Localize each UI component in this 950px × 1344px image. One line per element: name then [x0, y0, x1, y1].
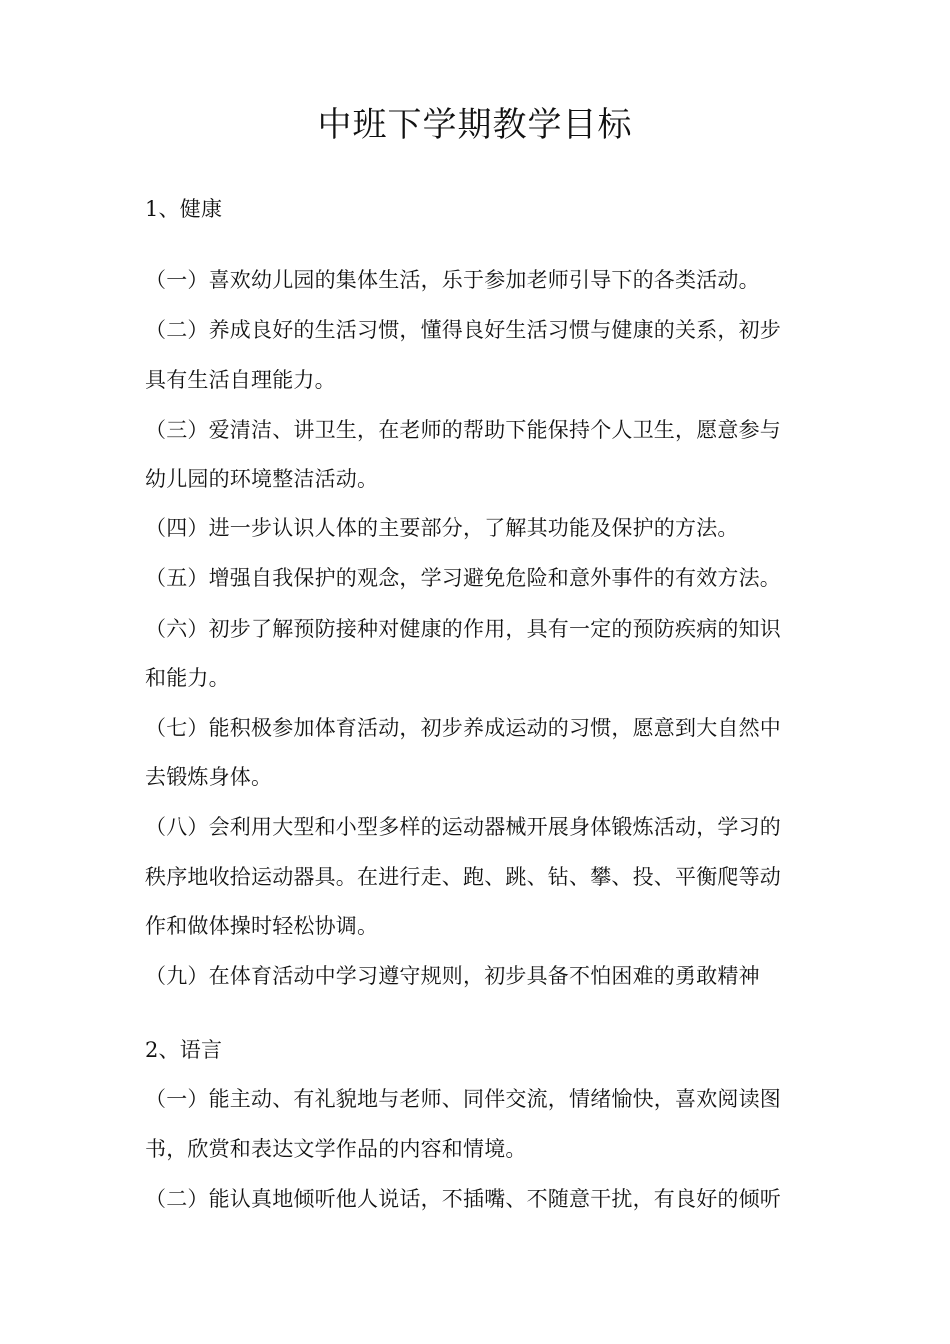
text-line: （九）在体育活动中学习遵守规则，初步具备不怕困难的勇敢精神: [145, 964, 760, 988]
text-line: 去锻炼身体。: [145, 765, 273, 789]
text-line: （一）能主动、有礼貌地与老师、同伴交流，情绪愉快，喜欢阅读图: [145, 1087, 781, 1111]
text-line: （四）进一步认识人体的主要部分，了解其功能及保护的方法。: [145, 516, 739, 540]
text-line: （二）能认真地倾听他人说话，不插嘴、不随意干扰，有良好的倾听: [145, 1187, 781, 1211]
text-line: 和能力。: [145, 666, 230, 690]
section-heading-health: 1、健康: [145, 197, 223, 221]
text-line: （五）增强自我保护的观念，学习避免危险和意外事件的有效方法。: [145, 566, 781, 590]
text-line: （二）养成良好的生活习惯，懂得良好生活习惯与健康的关系，初步: [145, 318, 781, 342]
page-title: 中班下学期教学目标: [317, 105, 633, 145]
section-heading-language: 2、语言: [145, 1038, 223, 1062]
text-line: 幼儿园的环境整洁活动。: [145, 467, 379, 491]
text-line: （一）喜欢幼儿园的集体生活，乐于参加老师引导下的各类活动。: [145, 268, 760, 292]
text-line: （八）会利用大型和小型多样的运动器械开展身体锻炼活动，学习的: [145, 815, 781, 839]
text-line: （七）能积极参加体育活动，初步养成运动的习惯，愿意到大自然中: [145, 716, 781, 740]
text-line: （三）爱清洁、讲卫生，在老师的帮助下能保持个人卫生，愿意参与: [145, 418, 781, 442]
text-line: 书，欣赏和表达文学作品的内容和情境。: [145, 1137, 527, 1161]
text-line: （六）初步了解预防接种对健康的作用，具有一定的预防疾病的知识: [145, 617, 781, 641]
text-line: 作和做体操时轻松协调。: [145, 914, 379, 938]
text-line: 秩序地收拾运动器具。在进行走、跑、跳、钻、攀、投、平衡爬等动: [145, 865, 781, 889]
text-line: 具有生活自理能力。: [145, 368, 336, 392]
